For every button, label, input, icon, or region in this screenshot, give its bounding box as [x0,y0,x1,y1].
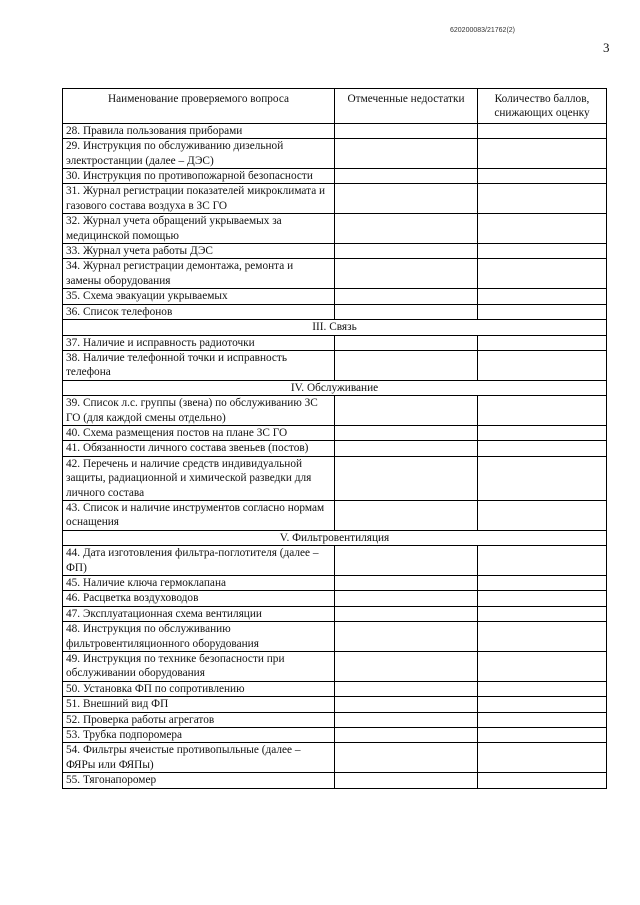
section-title: III. Связь [63,320,607,335]
question-cell: 35. Схема эвакуации укрываемых [63,289,335,304]
deficiencies-cell [335,396,478,426]
deficiencies-cell [335,259,478,289]
table-row [63,350,607,380]
points-cell [478,652,607,682]
deficiencies-cell [335,184,478,214]
points-cell [478,441,607,456]
question-cell: 53. Трубка подпоромера [63,728,335,743]
question-cell: 41. Обязанности личного состава звеньев (постов) [63,441,335,456]
table-row [63,123,607,138]
table-row [63,396,607,426]
table-row [63,259,607,289]
table-row [63,500,607,530]
table-body [63,123,607,788]
question-cell: 42. Перечень и наличие средств индивидуальной защиты, радиационной и химической разведки для личного состава [63,456,335,500]
points-cell [478,335,607,350]
header-points: Количество баллов, снижающих оценку [478,89,607,124]
deficiencies-cell [335,350,478,380]
deficiencies-cell [335,244,478,259]
page-number: 3 [603,40,610,55]
table-row [63,681,607,696]
points-cell [478,622,607,652]
points-cell [478,123,607,138]
deficiencies-cell [335,139,478,169]
points-cell [478,259,607,289]
deficiencies-cell [335,289,478,304]
question-cell: 55. Тягонапоромер [63,773,335,788]
question-cell: 36. Список телефонов [63,304,335,319]
deficiencies-cell [335,335,478,350]
header-deficiencies: Отмеченные недостатки [335,89,478,124]
points-cell [478,591,607,606]
table-row [63,773,607,788]
question-cell: 34. Журнал регистрации демонтажа, ремонта и замены оборудования [63,259,335,289]
table-row [63,546,607,576]
deficiencies-cell [335,500,478,530]
table-row [63,576,607,591]
question-cell: 52. Проверка работы агрегатов [63,712,335,727]
table-row [63,169,607,184]
points-cell [478,500,607,530]
deficiencies-cell [335,456,478,500]
points-cell [478,244,607,259]
points-cell [478,304,607,319]
document-id: 620200083/21762(2) [450,27,516,34]
section-header-row [63,320,607,335]
table-row [63,244,607,259]
points-cell [478,139,607,169]
question-cell: 28. Правила пользования приборами [63,123,335,138]
points-cell [478,184,607,214]
points-cell [478,456,607,500]
question-cell: 38. Наличие телефонной точки и исправность телефона [63,350,335,380]
points-cell [478,697,607,712]
header-question: Наименование проверяемого вопроса [63,89,335,124]
deficiencies-cell [335,712,478,727]
points-cell [478,289,607,304]
question-cell: 50. Установка ФП по сопротивлению [63,681,335,696]
inspection-table [62,88,607,789]
deficiencies-cell [335,546,478,576]
deficiencies-cell [335,606,478,621]
question-cell: 33. Журнал учета работы ДЭС [63,244,335,259]
question-cell: 46. Расцветка воздуховодов [63,591,335,606]
question-cell: 51. Внешний вид ФП [63,697,335,712]
table-row [63,441,607,456]
deficiencies-cell [335,728,478,743]
points-cell [478,214,607,244]
question-cell: 47. Эксплуатационная схема вентиляции [63,606,335,621]
deficiencies-cell [335,681,478,696]
section-title: V. Фильтровентиляция [63,530,607,545]
table-row [63,289,607,304]
question-cell: 54. Фильтры ячеистые противопыльные (далее – ФЯРы или ФЯПы) [63,743,335,773]
question-cell: 44. Дата изготовления фильтра-поглотителя (далее – ФП) [63,546,335,576]
points-cell [478,350,607,380]
points-cell [478,728,607,743]
question-cell: 37. Наличие и исправность радиоточки [63,335,335,350]
deficiencies-cell [335,743,478,773]
table-row [63,456,607,500]
section-header-row [63,530,607,545]
table-row [63,214,607,244]
section-title: IV. Обслуживание [63,380,607,395]
section-header-row [63,380,607,395]
points-cell [478,576,607,591]
points-cell [478,396,607,426]
table-row [63,304,607,319]
deficiencies-cell [335,652,478,682]
deficiencies-cell [335,214,478,244]
question-cell: 49. Инструкция по технике безопасности при обслуживании оборудования [63,652,335,682]
table-row [63,697,607,712]
table-row [63,184,607,214]
deficiencies-cell [335,773,478,788]
table-header-row [63,89,607,124]
question-cell: 30. Инструкция по противопожарной безопасности [63,169,335,184]
question-cell: 45. Наличие ключа гермоклапана [63,576,335,591]
table-row [63,425,607,440]
deficiencies-cell [335,169,478,184]
points-cell [478,681,607,696]
deficiencies-cell [335,123,478,138]
table-row [63,139,607,169]
points-cell [478,425,607,440]
question-cell: 32. Журнал учета обращений укрываемых за медицинской помощью [63,214,335,244]
table-row [63,652,607,682]
points-cell [478,712,607,727]
table-row [63,728,607,743]
points-cell [478,546,607,576]
table-row [63,712,607,727]
question-cell: 48. Инструкция по обслуживанию фильтровентиляционного оборудования [63,622,335,652]
question-cell: 39. Список л.с. группы (звена) по обслуживанию ЗС ГО (для каждой смены отдельно) [63,396,335,426]
points-cell [478,743,607,773]
deficiencies-cell [335,622,478,652]
deficiencies-cell [335,441,478,456]
deficiencies-cell [335,697,478,712]
table-row [63,743,607,773]
question-cell: 29. Инструкция по обслуживанию дизельной электростанции (далее – ДЭС) [63,139,335,169]
table-row [63,335,607,350]
deficiencies-cell [335,591,478,606]
deficiencies-cell [335,425,478,440]
points-cell [478,169,607,184]
points-cell [478,606,607,621]
deficiencies-cell [335,576,478,591]
points-cell [478,773,607,788]
table-row [63,606,607,621]
question-cell: 31. Журнал регистрации показателей микроклимата и газового состава воздуха в ЗС ГО [63,184,335,214]
table-row [63,591,607,606]
deficiencies-cell [335,304,478,319]
question-cell: 43. Список и наличие инструментов согласно нормам оснащения [63,500,335,530]
question-cell: 40. Схема размещения постов на плане ЗС ГО [63,425,335,440]
table-row [63,622,607,652]
